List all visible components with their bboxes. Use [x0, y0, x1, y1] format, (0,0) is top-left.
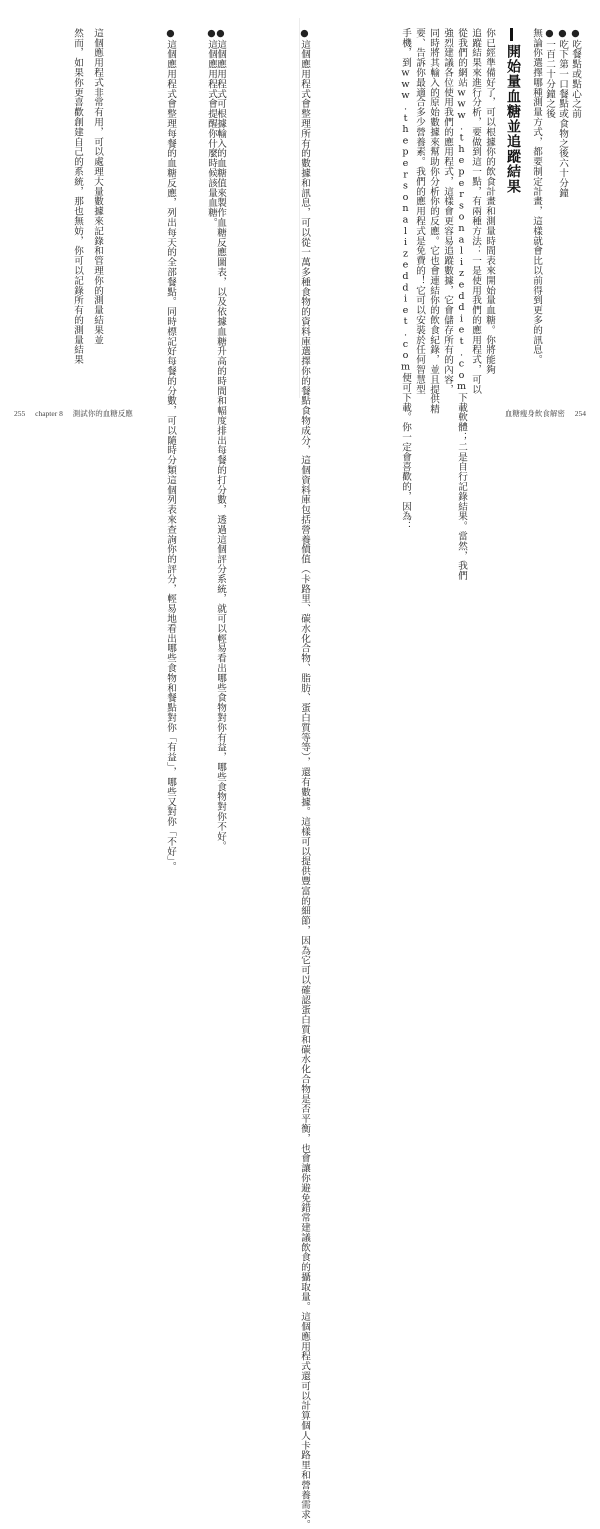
- bullet-item: ●這個應用程式會整理所有的數據和訊息，可以從一萬多種食物的資料庫選擇你的餐點食物成分，這個資料庫包括營養價值（卡路里、碳水化合物、脂肪、蛋白質等等），還有數據。這樣可以提供豐富的細節，因為它可以確認蛋白質和碳水化合物是否平衡，也會讓你避免錯常建議飲食的攝取量。這個應用程式還可以計算個人卡路里和營養需求。: [299, 28, 310, 1529]
- page-number: 254: [574, 409, 586, 418]
- bullet-item: ●這個應用程式可根據輸入的血糖值來製作血糖反應圖表，以及依據血糖升高的時間和幅度排出每餐的打分數，透過這個評分系統，就可以輕易看出哪些食物對你有益，哪些食物對你不好。: [215, 28, 226, 852]
- paragraph-line: 追蹤結果來進行分析，要做到這一點，有兩種方法：一是使用我們的應用程式，可以: [470, 28, 481, 395]
- bullet-item: ●吃下第一口餐點或食物之後六十分鐘: [557, 28, 568, 198]
- section-heading: 開始量血糖並追蹤結果: [505, 44, 521, 194]
- paragraph-line: 你已經準備好了，可以根據你的飲食計畫和測量時間表來開始量血糖。你將能夠: [484, 28, 495, 375]
- bullet-item: ●這個應用程式會整理每餐的血糖反應，列出每天的全部餐點。同時標記好每餐的分數，可以隨時分類這個列表來查詢你的評分，輕易地看出哪些食物和餐點對你「有益」，哪些又對你「不好」。: [165, 28, 176, 872]
- running-title: 血糖瘦身飲食解密: [504, 409, 565, 418]
- paragraph-line: 同時將其輸入的原始數據來幫助你分析你的反應。它也會連結你的飲食紀錄，並且提供精: [428, 28, 439, 415]
- paragraph-line: 要、告訴你最適合多少營養素。我們的應用程式是免費的！它可以安裝於任何智慧型: [414, 28, 425, 395]
- closing-line: 然而，如果你更喜歡創建自己的系統，那也無妨，你可以記錄所有的測量結果: [72, 28, 83, 365]
- bullet-item: ●這個應用程式會提醒你什麼時候該量血糖。: [206, 28, 217, 228]
- right-page-footer: [505, 408, 586, 419]
- section-heading-bar: [510, 28, 513, 41]
- running-title: 測試你的血糖反應: [72, 409, 133, 418]
- left-page-footer: [14, 408, 133, 419]
- page-number: 255: [14, 409, 26, 418]
- right-page: [300, 0, 600, 581]
- bullet-item: ●一百二十分鐘之後: [544, 28, 555, 119]
- closing-line: 這個應用程式非常有用，可以處理大量數據來記錄和管理你的測量結果並: [92, 28, 103, 345]
- paragraph-line: 手機，到www.thepersonalizeddiet.com便可下載。你一定會喜歡的，因為：: [400, 28, 411, 532]
- bullet-item: ●吃餐點或點心之前: [570, 28, 581, 119]
- chapter-label: chapter 8: [35, 409, 63, 418]
- paragraph-line: 從我們的網站www.thepersonalizeddiet.com下載軟體；二是自行記錄結果。當然，我們: [456, 28, 467, 581]
- intro-tail-text: 無論你選擇哪種測量方式，都要制定計畫，這樣就會比以前得到更多的訊息。: [531, 28, 542, 365]
- paragraph-line: 強烈建議各位使用我們的應用程式，這樣會更容易追蹤數據，它會儲存所有的內容，: [442, 28, 453, 395]
